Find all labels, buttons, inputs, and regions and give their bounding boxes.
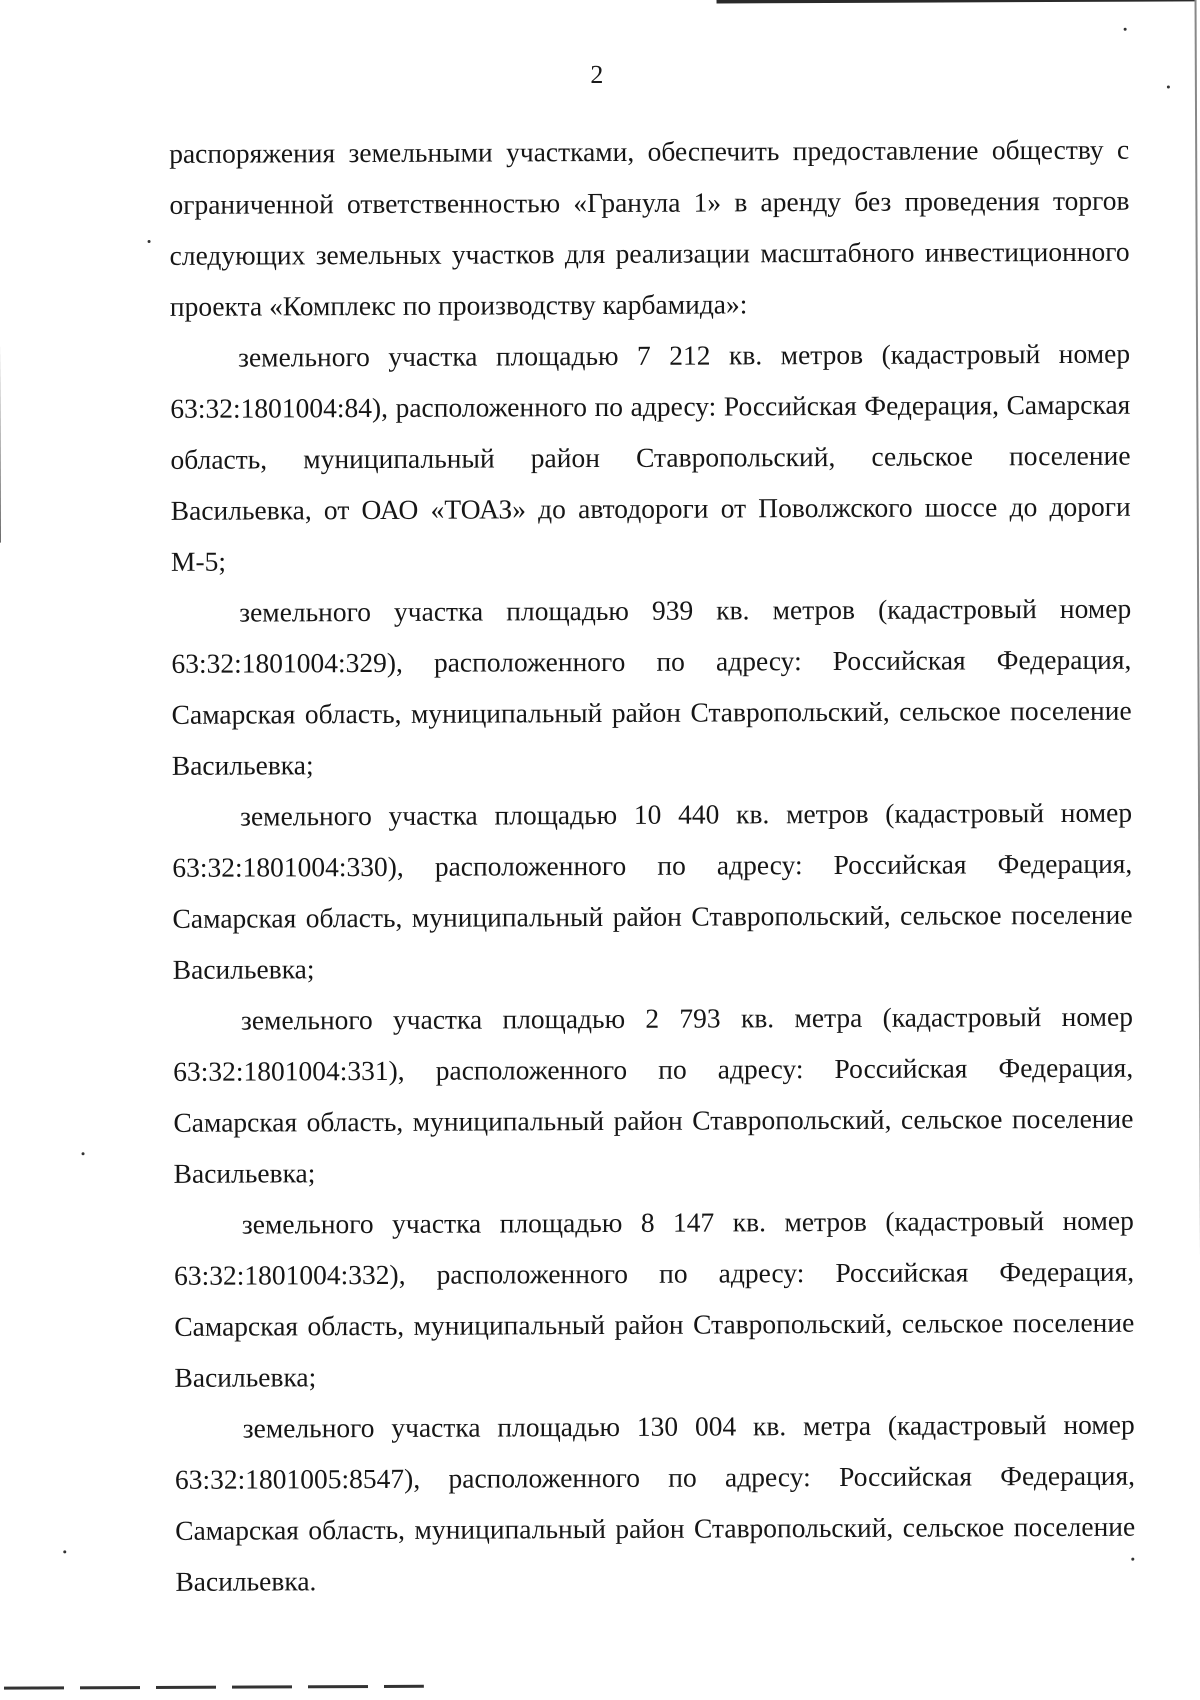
intro-paragraph: распоряжения земельными участками, обеспечить предоставление обществу с ограниченной ответственностью «Гранула 1» в аренду без проведения торгов следующих земельных участков для реализации масштабного инвестиционного проекта «Комплекс по производству карбамида»: — [169, 133, 1130, 322]
scan-artifact-right-edge — [1195, 0, 1200, 1694]
scan-speck — [1124, 28, 1127, 31]
scan-artifact-left-edge — [0, 253, 1, 543]
scan-speck — [82, 1152, 85, 1155]
document-body — [169, 124, 1135, 1607]
scan-speck — [148, 240, 151, 243]
land-plot-item: земельного участка площадью 130 004 кв. метра (кадастровый номер 63:32:1801005:8547), расположенного по адресу: Российская Федерация, Самарская область, муниципальный район Ставропольский, сельское поселение Васильевка. — [174, 1408, 1136, 1597]
page-number: 2 — [590, 59, 604, 90]
land-plot-item: земельного участка площадью 939 кв. метров (кадастровый номер 63:32:1801004:329), расположенного по адресу: Российская Федерация, Самарская область, муниципальный район Ставропольский, сельское поселение Васильевка; — [171, 592, 1132, 781]
land-plot-item: земельного участка площадью 8 147 кв. метров (кадастровый номер 63:32:1801004:332), расположенного по адресу: Российская Федерация, Самарская область, муниципальный район Ставропольский, сельское поселение Васильевка; — [174, 1204, 1135, 1393]
land-plot-item: земельного участка площадью 7 212 кв. метров (кадастровый номер 63:32:1801004:84), расположенного по адресу: Российская Федерация, Самарская область, муниципальный район Ставропольский, сельское поселение Васильевка, от ОАО «ТОАЗ» до автодороги от Поволжского шоссе до дороги М-5; — [170, 337, 1131, 577]
scan-artifact-top-line — [717, 0, 1197, 3]
land-plot-item: земельного участка площадью 10 440 кв. метров (кадастровый номер 63:32:1801004:330), расположенного по адресу: Российская Федерация, Самарская область, муниципальный район Ставропольский, сельское поселение Васильевка; — [172, 796, 1133, 985]
scan-artifact-bottom-dash — [4, 1685, 424, 1690]
scan-speck — [63, 1550, 66, 1553]
land-plot-item: земельного участка площадью 2 793 кв. метра (кадастровый номер 63:32:1801004:331), расположенного по адресу: Российская Федерация, Самарская область, муниципальный район Ставропольский, сельское поселение Васильевка; — [173, 1000, 1134, 1189]
